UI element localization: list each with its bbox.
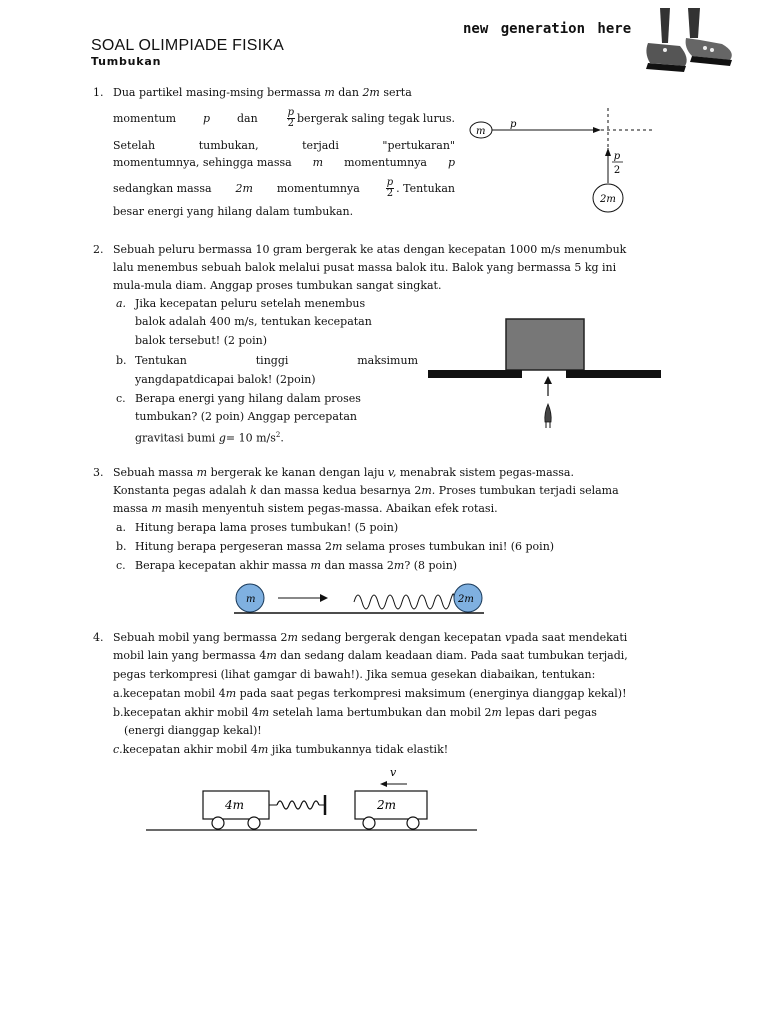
svg-text:p: p: [613, 151, 621, 162]
q1-line-2: momentum p dan $\frac{p}{2}$ bergerak saling tegak lurus.: [113, 107, 455, 129]
q2-b-line-1: Tentukan tinggi maksimum: [135, 354, 418, 367]
page-title: SOAL OLIMPIADE FISIKA: [91, 37, 284, 54]
q1-ball-m: [470, 122, 492, 138]
q3-spring: [354, 594, 454, 609]
q2-line-1: Sebuah peluru bermassa 10 gram bergerak ke atas dengan kecepatan 1000 m/s menumbuk: [113, 243, 627, 256]
svg-text:2m: 2m: [458, 594, 474, 605]
q2-up-arrow: [544, 376, 552, 384]
svg-text:2m: 2m: [600, 194, 616, 205]
q1-number: 1.: [93, 86, 104, 99]
q2-b-label: b.: [116, 354, 127, 367]
q2-number: 2.: [93, 243, 104, 256]
q4-line-c: c.kecepatan akhir mobil 4m jika tumbukannya tidak elastik!: [113, 743, 449, 756]
q1-line-5: sedangkan massa 2m momentumnya $\frac{p}{2}$ . Tentukan: [113, 177, 455, 199]
page-subtitle: Tumbukan: [91, 55, 162, 68]
q3-ball-2m: [454, 584, 482, 612]
q2-c-label: c.: [116, 392, 126, 405]
q4-v-label: v: [390, 766, 397, 779]
q3-c-text: Berapa kecepatan akhir massa m dan massa 2m? (8 poin): [135, 559, 458, 572]
q2-a-line-1: Jika kecepatan peluru setelah menembus: [135, 297, 366, 310]
q1-line-3: Setelah tumbukan, terjadi "pertukaran": [113, 139, 455, 152]
q3-b-text: Hitung berapa pergeseran massa 2m selama proses tumbukan ini! (6 poin): [135, 540, 555, 553]
q1-arrow-label-p: p: [510, 119, 517, 130]
q4-car-2m: [355, 791, 427, 829]
q2-line-2: lalu menembus sebuah balok melalui pusat massa balok itu. Balok yang bermassa 5 kg ini: [113, 261, 617, 274]
q2-floor-right: [566, 370, 661, 378]
q3-a-text: Hitung berapa lama proses tumbukan! (5 poin): [135, 521, 399, 534]
banner-text: new generation here: [463, 21, 632, 37]
q1-line-6: besar energi yang hilang dalam tumbukan.: [113, 205, 354, 218]
q4-line-3: pegas terkompresi (lihat gamgar di bawah!). Jika semua gesekan diabaikan, tentukan:: [113, 668, 596, 681]
q2-floor-left: [428, 370, 522, 378]
q3-figure: [220, 582, 500, 618]
q1-line-1: Dua partikel masing-msing bermassa m dan 2m serta: [113, 86, 412, 99]
q3-c-label: c.: [116, 559, 126, 572]
q2-c-line-1: Berapa energi yang hilang dalam proses: [135, 392, 361, 405]
q4-car-4m: [203, 791, 269, 829]
q1-vertical-arrow-label: [612, 151, 623, 176]
q3-line-1: Sebuah massa m bergerak ke kanan dengan laju v, menabrak sistem pegas-massa.: [113, 466, 574, 479]
svg-text:2m: 2m: [377, 798, 397, 812]
q4-v-arrow: [380, 781, 387, 787]
q2-line-3: mula-mula diam. Anggap proses tumbukan sangat singkat.: [113, 279, 442, 292]
q4-line-b: b.kecepatan akhir mobil 4m setelah lama bertumbukan dan mobil 2m lepas dari pegas: [113, 706, 597, 719]
q2-figure: [428, 318, 664, 430]
svg-text:2: 2: [613, 165, 621, 176]
q4-line-1: Sebuah mobil yang bermassa 2m sedang bergerak dengan kecepatan vpada saat mendekati: [113, 631, 628, 644]
q3-arrow: [320, 594, 328, 602]
q2-block: [506, 319, 584, 370]
q2-a-label: a.: [116, 297, 127, 310]
svg-text:4m: 4m: [225, 798, 245, 812]
q3-line-2: Konstanta pegas adalah k dan massa kedua besarnya 2m. Proses tumbukan terjadi selama: [113, 484, 619, 497]
q4-line-b-2: (energi dianggap kekal)!: [124, 724, 262, 737]
q3-a-label: a.: [116, 521, 127, 534]
q1-ball-2m: [593, 184, 623, 212]
q3-line-3: massa m masih menyentuh sistem pegas-massa. Abaikan efek rotasi.: [113, 502, 498, 515]
q2-b-line-2: yangdapatdicapai balok! (2poin): [135, 373, 316, 386]
q2-a-line-2: balok adalah 400 m/s, tentukan kecepatan: [135, 315, 372, 328]
sneakers-illustration: [640, 8, 740, 88]
q2-bullet: [545, 404, 551, 422]
q4-number: 4.: [93, 631, 104, 644]
svg-text:m: m: [246, 594, 256, 605]
q3-b-label: b.: [116, 540, 127, 553]
svg-text:m: m: [476, 126, 486, 137]
q2-c-line-2: tumbukan? (2 poin) Anggap percepatan: [135, 410, 357, 423]
q3-number: 3.: [93, 466, 104, 479]
q2-a-line-3: balok tersebut! (2 poin): [135, 334, 268, 347]
q1-figure: [465, 108, 665, 228]
q1-line-4: momentumnya, sehingga massa m momentumnya p: [113, 156, 455, 169]
q3-ball-m: [236, 584, 264, 612]
q4-line-a: a.kecepatan mobil 4m pada saat pegas terkompresi maksimum (energinya dianggap kekal)!: [113, 687, 627, 700]
q4-line-2: mobil lain yang bermassa 4m dan sedang dalam keadaan diam. Pada saat tumbukan terjadi,: [113, 649, 628, 662]
q2-c-line-3: gravitasi bumi g= 10 $m/s^2$.: [135, 431, 284, 445]
q4-spring: [269, 795, 325, 815]
q4-figure: [143, 762, 483, 834]
